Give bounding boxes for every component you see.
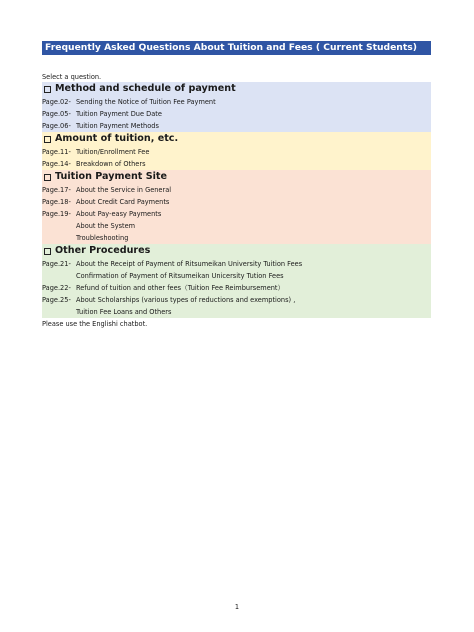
checkbox-icon bbox=[44, 86, 51, 93]
page-ref: Page.11- bbox=[42, 148, 71, 156]
faq-link-label: About the Receipt of Payment of Ritsumeikan University Tuition Fees bbox=[76, 260, 303, 268]
faq-link[interactable] bbox=[42, 294, 431, 306]
checkbox-icon bbox=[44, 174, 51, 181]
faq-link-label: Troubleshooting bbox=[76, 234, 129, 242]
checkbox-icon bbox=[44, 136, 51, 143]
faq-link[interactable] bbox=[42, 120, 431, 132]
faq-link[interactable] bbox=[42, 108, 431, 120]
section-heading[interactable] bbox=[42, 244, 431, 258]
page-ref: Page.06- bbox=[42, 122, 71, 130]
faq-link[interactable] bbox=[42, 282, 431, 294]
intro-text: Select a question. bbox=[42, 73, 102, 81]
section-heading-label: Method and schedule of payment bbox=[55, 83, 236, 94]
faq-link-label: About Pay-easy Payments bbox=[76, 210, 162, 218]
faq-link[interactable] bbox=[42, 96, 431, 108]
faq-link[interactable] bbox=[42, 158, 431, 170]
faq-link-label: Tuition Fee Loans and Others bbox=[76, 308, 172, 316]
faq-link-label: About Credit Card Payments bbox=[76, 198, 170, 206]
page-ref: Page.18- bbox=[42, 198, 71, 206]
faq-link[interactable] bbox=[42, 196, 431, 208]
page-ref: Page.02- bbox=[42, 98, 71, 106]
page-ref: Page.22- bbox=[42, 284, 71, 292]
page-ref: Page.05- bbox=[42, 110, 71, 118]
page-number: 1 bbox=[234, 603, 240, 611]
faq-link[interactable] bbox=[42, 146, 431, 158]
section-tuition-amount bbox=[42, 132, 431, 170]
section-heading[interactable] bbox=[42, 82, 431, 96]
page-ref: Page.17- bbox=[42, 186, 71, 194]
faq-link[interactable] bbox=[42, 232, 431, 244]
faq-link-label: About the System bbox=[76, 222, 136, 230]
section-other-procedures bbox=[42, 244, 431, 318]
faq-link-label: Refund of tuition and other fees（Tuition Fee Reimbursement） bbox=[76, 284, 285, 292]
page-ref bbox=[42, 220, 76, 232]
faq-link[interactable] bbox=[42, 184, 431, 196]
checkbox-icon bbox=[44, 248, 51, 255]
faq-link[interactable] bbox=[42, 208, 431, 220]
document-page bbox=[42, 41, 431, 329]
faq-link[interactable] bbox=[42, 220, 431, 232]
page-ref bbox=[42, 232, 76, 244]
faq-link-label: Tuition Payment Due Date bbox=[76, 110, 162, 118]
faq-link-label: Sending the Notice of Tuition Fee Payment bbox=[76, 98, 216, 106]
section-heading[interactable] bbox=[42, 132, 431, 146]
faq-link[interactable] bbox=[42, 270, 431, 282]
section-heading[interactable] bbox=[42, 170, 431, 184]
faq-link-label: Confirmation of Payment of Ritsumeikan Unicersity Tution Fees bbox=[76, 272, 284, 280]
section-heading-label: Other Procedures bbox=[55, 245, 151, 256]
page-ref: Page.19- bbox=[42, 210, 71, 218]
page-ref: Page.14- bbox=[42, 160, 71, 168]
page-ref: Page.21- bbox=[42, 260, 71, 268]
faq-link[interactable] bbox=[42, 306, 431, 318]
section-payment-method bbox=[42, 82, 431, 132]
section-payment-site bbox=[42, 170, 431, 244]
page-title: Frequently Asked Questions About Tuition and Fees ( Current Students) bbox=[42, 41, 431, 55]
faq-link-label: Tuition Payment Methods bbox=[76, 122, 159, 130]
page-ref bbox=[42, 270, 76, 282]
page-ref: Page.25- bbox=[42, 296, 71, 304]
chatbot-note: Please use the Englishi chatbot. bbox=[42, 320, 148, 328]
faq-link-label: Breakdown of Others bbox=[76, 160, 146, 168]
section-heading-label: Tuition Payment Site bbox=[55, 171, 167, 182]
faq-link-label: Tuition/Enrollment Fee bbox=[76, 148, 150, 156]
section-heading-label: Amount of tuition, etc. bbox=[55, 133, 179, 144]
faq-link[interactable] bbox=[42, 258, 431, 270]
faq-link-label: About the Service in General bbox=[76, 186, 172, 194]
faq-link-label: About Scholarships (various types of reductions and exemptions) , bbox=[76, 296, 296, 304]
page-ref bbox=[42, 306, 76, 318]
